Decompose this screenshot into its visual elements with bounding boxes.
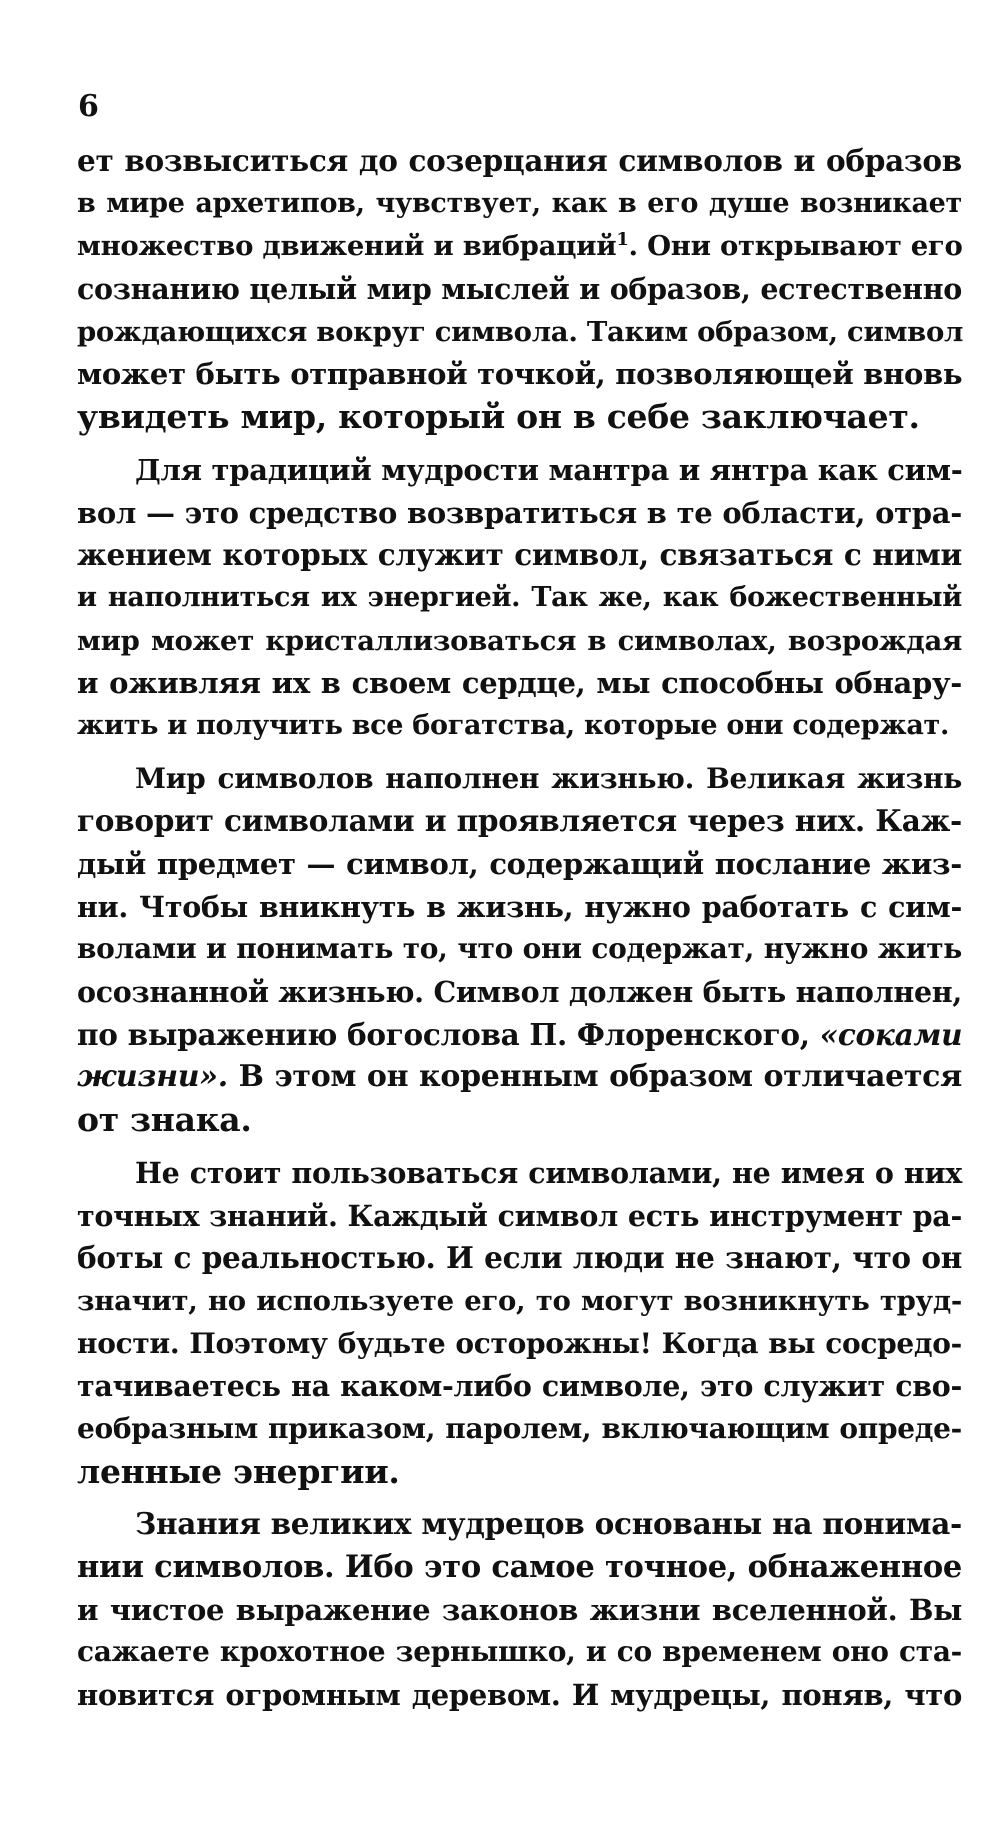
text-fragment: . Они открывают его [628,230,963,263]
text-line: от знака. [77,1100,252,1140]
text-line: и чистое выражение законов жизни вселенной. Вы [77,1592,962,1627]
text-fragment: множество движений и вибраций [77,230,617,263]
text-line: осознанной жизнью. Символ должен быть наполнен, [77,975,962,1010]
text-line: может быть отправной точкой, позволяющей вновь [77,357,963,392]
text-line: Не стоит пользоваться символами, не имея о них [135,1155,962,1190]
text-line: говорит символами и проявляется через них. Каж- [77,803,962,839]
text-line: рождающихся вокруг символа. Таким образом, символ [77,315,964,348]
text-line [77,1056,962,1099]
text-line: ленные энергии. [77,1451,400,1491]
text-line: волами и понимать то, что они содержат, нужно жить [77,932,962,966]
text-line [77,225,962,268]
italic-quote: жизни». [77,1059,228,1095]
italic-quote: «соками [819,1016,963,1052]
paragraph [77,140,962,439]
text-line: Мир символов наполнен жизнью. Великая жизнь [135,761,962,795]
text-line: ности. Поэтому будьте осторожны! Когда вы сосредо- [77,1326,962,1360]
paragraph [77,1152,962,1494]
text-line: дый предмет — символ, содержащий послание жиз- [77,847,962,881]
text-line: Знания великих мудрецов основаны на понима- [135,1506,962,1542]
text-line: сознанию целый мир мыслей и образов, естественно [77,272,962,307]
text-line: точных знаний. Каждый символ есть инструмент ра- [77,1198,962,1233]
text-line: боты с реальностью. И если люди не знают, что он [77,1240,962,1276]
paragraph [77,758,962,1142]
text-line: жить и получить все богатства, которые они содержат. [77,709,950,741]
page-number: 6 [78,89,99,124]
text-line: и наполниться их энергией. Так же, как божественный [77,581,962,613]
text-line: тачиваетесь на каком-либо символе, это служит сво- [77,1369,962,1404]
paragraph [77,1503,962,1716]
text-line: новится огромным деревом. И мудрецы, поняв, что [77,1678,962,1713]
text-line: увидеть мир, который он в себе заключает. [77,397,920,437]
text-line: ни. Чтобы вникнуть в жизнь, нужно работать с сим- [77,889,962,924]
paragraph [77,449,962,748]
text-line: нии символов. Ибо это самое точное, обнаженное [77,1549,962,1585]
text-line: еобразным приказом, паролем, включающим опреде- [77,1411,962,1445]
text-line: значит, но используете его, то могут возникнуть труд- [77,1284,962,1317]
text-line: Для традиций мудрости мантра и янтра как сим- [135,452,963,487]
text-line: сажаете крохотное зернышко, и со временем оно ста- [77,1635,962,1669]
text-line: ет возвыситься до созерцания символов и образов [77,143,962,178]
text-line: и оживляя их в своем сердце, мы способны обнару- [77,666,962,701]
body-text [77,140,962,1717]
text-line: жением которых служит символ, связаться с ними [77,537,962,573]
text-line: вол — это средство возвратиться в те области, отра- [77,495,962,530]
text-line: в мире архетипов, чувствует, как в его душе возникает [77,187,962,219]
text-fragment: В этом он коренным образом отличается [227,1059,962,1095]
text-line: мир может кристаллизоваться в символах, возрождая [77,624,962,657]
text-fragment: по выражению богослова П. Флоренского, [77,1016,810,1052]
footnote-mark: 1 [616,229,629,251]
text-line [77,1014,962,1057]
